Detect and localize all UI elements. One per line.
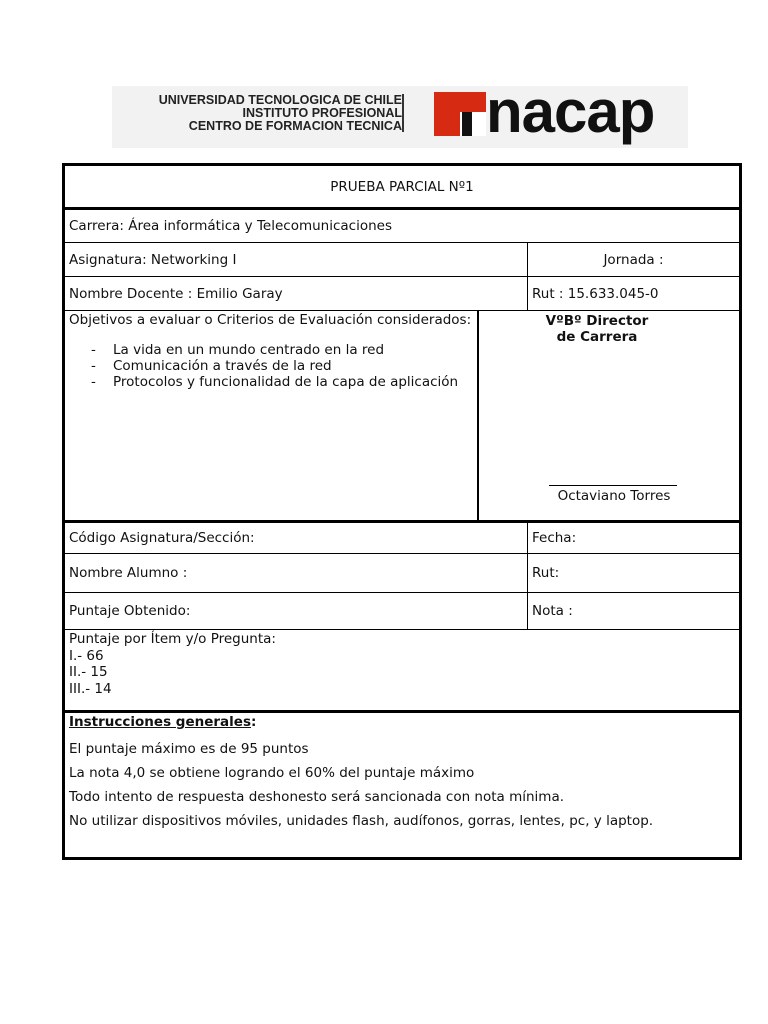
instrucciones-title: Instrucciones generales <box>69 714 251 730</box>
carrera-field: Carrera: Área informática y Telecomunicaciones <box>69 218 392 234</box>
rut-docente-field: Rut : 15.633.045-0 <box>532 285 659 302</box>
institution-line-3: CENTRO DE FORMACION TECNICA <box>188 119 402 133</box>
divider <box>527 523 528 629</box>
puntaje-item: I.- 66 <box>69 647 104 664</box>
header-logo-band <box>112 78 688 148</box>
puntaje-item-cell <box>65 630 739 710</box>
instruccion-item: La nota 4,0 se obtiene logrando el 60% del puntaje máximo <box>69 765 475 781</box>
signature-line <box>549 485 677 486</box>
alumno-row <box>65 554 739 592</box>
instruccion-item: El puntaje máximo es de 95 puntos <box>69 741 309 757</box>
puntaje-item-row <box>65 630 739 710</box>
objetivos-list <box>69 342 458 390</box>
codigo-row <box>65 523 739 553</box>
inacap-logo-text: nacap <box>486 78 655 145</box>
instruccion-item: No utilizar dispositivos móviles, unidades flash, audífonos, gorras, lentes, pc, y laptop. <box>69 813 654 829</box>
institution-line-1: UNIVERSIDAD TECNOLOGICA DE CHILE <box>158 93 402 107</box>
docente-row <box>65 277 739 310</box>
director-name: Octaviano Torres <box>557 488 671 504</box>
alumno-field: Nombre Alumno : <box>69 565 188 581</box>
puntaje-item-title: Puntaje por Ítem y/o Pregunta: <box>69 631 276 647</box>
vb-director-label <box>479 313 715 345</box>
rut-alumno-field: Rut: <box>532 565 560 581</box>
instrucciones-colon: : <box>250 714 257 730</box>
puntaje-item: III.- 14 <box>69 680 112 697</box>
objetivos-cell <box>65 311 477 520</box>
asignatura-field: Asignatura: Networking I <box>69 251 237 268</box>
codigo-field: Código Asignatura/Sección: <box>69 530 255 546</box>
institution-name <box>130 94 402 133</box>
objetivos-title: Objetivos a evaluar o Criterios de Evaluación considerados: <box>69 312 472 328</box>
instruccion-item: Todo intento de respuesta deshonesto será sancionada con nota mínima. <box>69 789 565 805</box>
objetivo-item: - La vida en un mundo centrado en la red <box>69 342 458 358</box>
director-signature-cell <box>479 311 739 520</box>
carrera-row <box>65 210 739 242</box>
institution-line-2: INSTITUTO PROFESIONAL <box>242 106 402 120</box>
exam-title: PRUEBA PARCIAL Nº1 <box>330 178 474 195</box>
form-title-row <box>65 166 739 207</box>
instrucciones-row <box>65 713 739 857</box>
objetivos-row <box>65 311 739 520</box>
divider <box>527 243 528 310</box>
objetivo-item: - Comunicación a través de la red <box>69 358 458 374</box>
vb-line-2: de Carrera <box>556 329 638 345</box>
fecha-field: Fecha: <box>532 530 577 546</box>
puntaje-row <box>65 593 739 629</box>
instrucciones-cell <box>65 713 739 857</box>
header-divider <box>402 94 404 132</box>
vb-line-1: VºBº Director <box>545 313 649 329</box>
puntaje-field: Puntaje Obtenido: <box>69 603 191 619</box>
jornada-field: Jornada : <box>603 251 664 268</box>
nota-field: Nota : <box>532 603 573 619</box>
asignatura-row <box>65 243 739 276</box>
objetivo-item: - Protocolos y funcionalidad de la capa de aplicación <box>69 374 458 390</box>
docente-field: Nombre Docente : Emilio Garay <box>69 285 283 302</box>
inacap-logo-mark <box>434 92 486 136</box>
exam-form <box>62 163 742 860</box>
puntaje-item: II.- 15 <box>69 664 108 680</box>
